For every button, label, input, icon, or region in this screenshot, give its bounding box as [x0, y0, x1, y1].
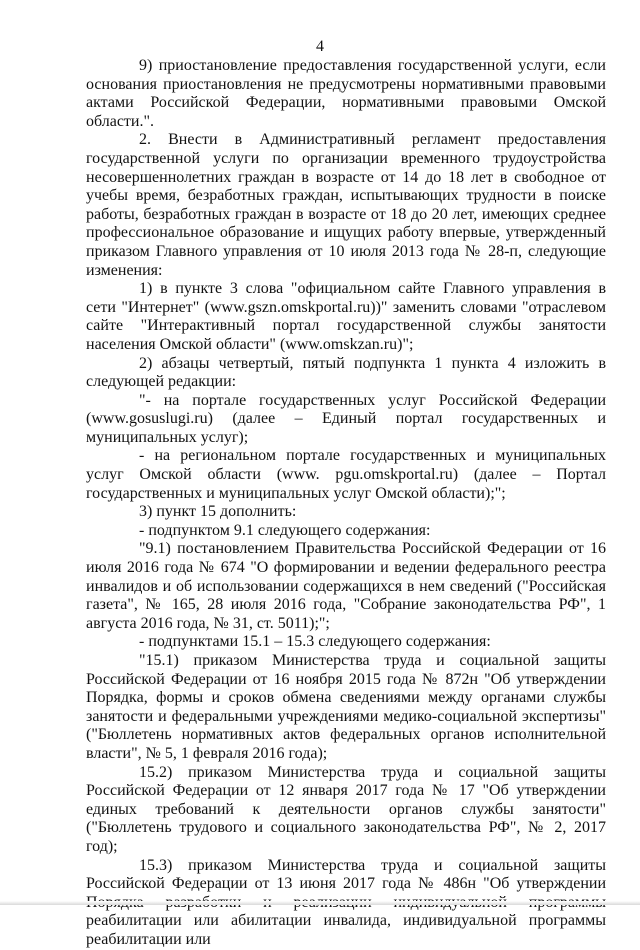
paragraph-amend-regulation: 2. Внести в Административный регламент предоставления государственной услуги по организации временного трудоустройства несовершеннолетних граждан в возрасте от 14 до 18 лет в свободное от учебы время, безработных граждан, испытывающих трудности в поиске работы, безработных граждан в возрасте от 18 до 20 лет, имеющих среднее профессиональное образование и ищущих работу впервые, утвержденный приказом Главного управления от 10 июля 2013 года № 28-п, следующие изменения: [86, 131, 606, 279]
paragraph-subitems-15-intro: - подпунктами 15.1 – 15.3 следующего содержания: [139, 633, 491, 651]
paragraph-regional-portal: - на региональном портале государственных и муниципальных услуг Омской области (www. pgu.omskportal.ru) (далее – Портал государственных и муниципальных услуг Омской области);"; [86, 447, 606, 502]
paragraph-subitem-9-1: "9.1) постановлением Правительства Российской Федерации от 16 июля 2016 года № 674 "О формировании и ведении федерального реестра инвалидов и об использовании содержащихся в нем сведений ("Российская газета", № 165, 28 июля 2016 года, "Собрание законодательства РФ", 1 августа 2016 года, № 31, ст. 5011);"; [86, 540, 606, 632]
paragraph-subitem-15-2: 15.2) приказом Министерства труда и социальной защиты Российской Федерации от 12 января 2017 года № 17 "Об утверждении единых требований к деятельности органов службы занятости" ("Бюллетень трудового и социального законодательства РФ", № 2, 2017 год); [86, 763, 606, 855]
paragraph-change-3: 3) пункт 15 дополнить: [139, 503, 297, 521]
paragraph-change-2: 2) абзацы четвертый, пятый подпункта 1 пункта 4 изложить в следующей редакции: [86, 354, 606, 391]
paragraph-subitem-15-1: "15.1) приказом Министерства труда и социальной защиты Российской Федерации от 16 ноября 2015 года № 872н "Об утверждении Порядка, формы и сроков обмена сведениями между органами службы занятости и федеральными учреждениями медико-социальной экспертизы" ("Бюллетень нормативных актов федеральных органов исполнительной власти", № 5, 1 февраля 2016 года); [86, 652, 606, 762]
document-body [86, 57, 606, 950]
paragraph-federal-portal: "- на портале государственных услуг Российской Федерации (www.gosuslugi.ru) (далее – Единый портал государственных и муниципальных услуг); [86, 391, 606, 446]
paragraph-subitem-15-3: 15.3) приказом Министерства труда и социальной защиты Российской Федерации от 13 июня 2017 года № 486н "Об утверждении реабилитации или абилитации инвалида, индивидуальной программы реабилитации или [86, 856, 606, 948]
page-bottom-edge [0, 901, 640, 905]
paragraph-change-1: 1) в пункте 3 слова "официальном сайте Главного управления в сети "Интернет" (www.gszn.omskportal.ru))" заменить словами "отраслевом сайте "Интерактивный портал государственной службы занятости населения Омской области" (www.omskzan.ru)"; [86, 280, 606, 353]
page-number: 4 [316, 38, 324, 55]
paragraph-item-9: 9) приостановление предоставления государственной услуги, если основания приостановления не предусмотрены нормативными правовыми актами Российской Федерации, нормативными правовыми Омской области.". [86, 57, 606, 130]
paragraph-subitem-9-1-intro: - подпунктом 9.1 следующего содержания: [139, 521, 431, 539]
